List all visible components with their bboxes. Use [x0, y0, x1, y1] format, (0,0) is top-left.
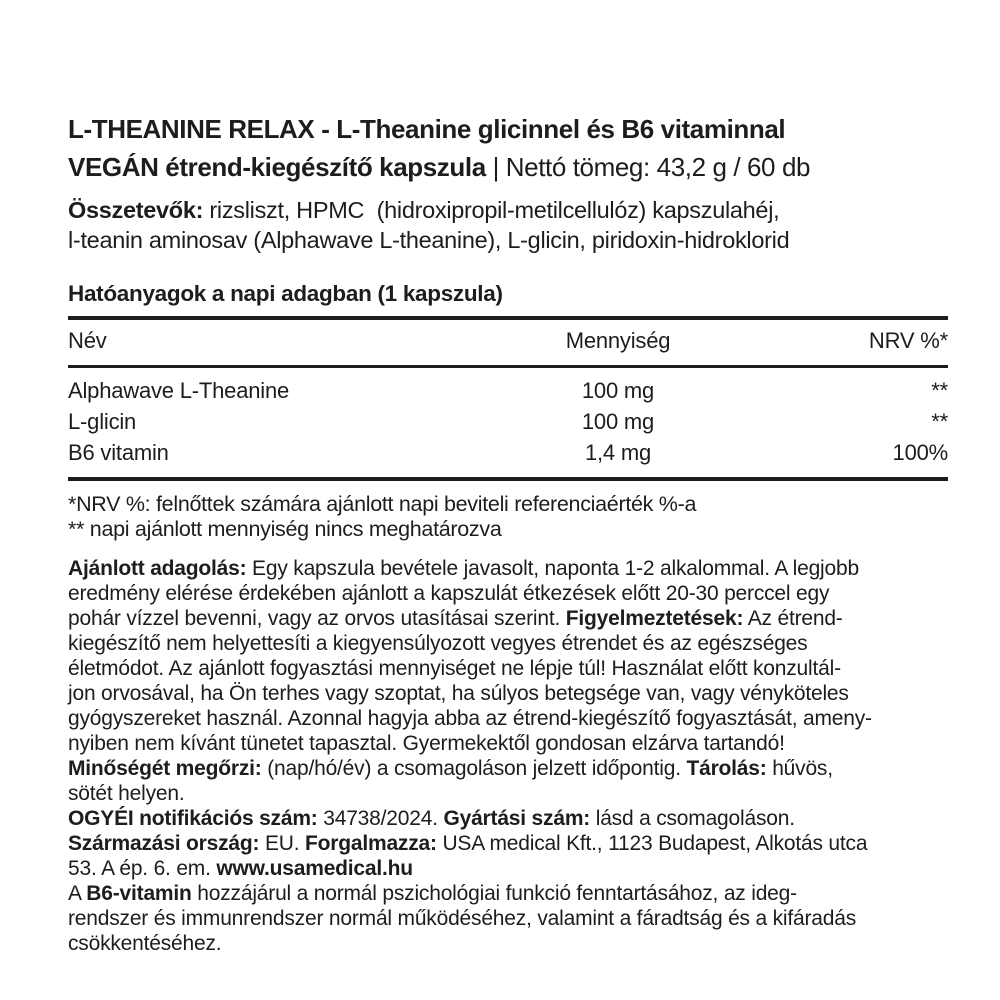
text-segment: (nap/hó/év) a csomagoláson jelzett időpontig. [261, 757, 687, 780]
text-segment: csökkentéséhez. [68, 932, 222, 955]
text-segment: A [68, 882, 87, 905]
cell-amount: 100 mg [581, 378, 655, 403]
cell-amount: 1,4 mg [584, 440, 652, 465]
cell-nrv: 100% [892, 440, 948, 465]
body-line-b6-claim-1 [68, 881, 948, 906]
product-header [68, 110, 948, 255]
bold-text-segment: Minőségét megőrzi: [68, 757, 262, 780]
text-segment: rizsliszt, HPMC (hidroxipropil-metilcellulóz) kapszulahéj, [203, 197, 780, 223]
bold-text-segment: Származási ország: [68, 832, 260, 855]
bold-text-segment: www.usamedical.hu [216, 857, 413, 880]
bold-text-segment: Gyártási szám: [443, 807, 591, 830]
body-line-warnings-3 [68, 656, 948, 681]
product-title [68, 110, 948, 148]
cell-name: B6 vitamin [68, 440, 169, 465]
ingredients-line-2 [68, 225, 948, 255]
text-segment: kiegészítő nem helyettesíti a kiegyensúlyozott vegyes étrendet és az egészséges [68, 632, 808, 655]
body-line-dosage-2 [68, 581, 948, 606]
body-line-warnings-2 [68, 631, 948, 656]
cell-name: Alphawave L-Theanine [68, 378, 290, 403]
text-segment: gyógyszereket használ. Azonnal hagyja abba az étrend-kiegészítő fogyasztását, ameny- [68, 707, 872, 730]
bold-text-segment: Figyelmeztetések: [565, 607, 744, 630]
body-line-dosage-1 [68, 556, 948, 581]
actives-table-caption: Hatóanyagok a napi adagban (1 kapszula) [68, 281, 503, 306]
table-row [68, 367, 948, 408]
text-segment: Egy kapszula bevétele javasolt, naponta 1-2 alkalommal. A legjobb [246, 557, 859, 580]
actives-table-body [68, 367, 948, 480]
text-segment: sötét helyen. [68, 782, 185, 805]
cell-nrv: ** [931, 409, 948, 434]
bold-text-segment: Tárolás: [686, 757, 767, 780]
column-header-name: Név [68, 318, 482, 367]
body-line-distributor-1 [68, 831, 948, 856]
text-segment: eredmény elérése érdekében ajánlott a kapszulát étkezések előtt 20-30 perccel egy [68, 582, 830, 605]
column-header-amount: Mennyiség [482, 318, 755, 367]
bold-text-segment: Ajánlott adagolás: [68, 557, 247, 580]
cell-name: L-glicin [68, 409, 137, 434]
bold-text-segment: Forgalmazza: [305, 832, 437, 855]
text-segment: rendszer és immunrendszer normál működéséhez, valamint a fáradtság és a kifáradás [68, 907, 857, 930]
column-header-nrv: NRV %* [754, 318, 948, 367]
text-segment: USA medical Kft., 1123 Budapest, Alkotás utca [436, 832, 868, 855]
text-segment: 34738/2024. [317, 807, 444, 830]
regulatory-text-block [68, 556, 948, 956]
text-segment: EU. [259, 832, 306, 855]
product-subtitle-net-weight [68, 148, 948, 186]
body-line-b6-claim-3 [68, 931, 948, 956]
text-segment: pohár vízzel bevenni, vagy az orvos utasításai szerint. [68, 607, 566, 630]
cell-amount: 100 mg [581, 409, 655, 434]
body-line-warnings-6 [68, 731, 948, 756]
text-segment: 53. A ép. 6. em. [68, 857, 217, 880]
text-segment: jon orvosával, ha Ön terhes vagy szoptat, ha súlyos betegsége van, vagy vényköteles [68, 682, 849, 705]
actives-table-head [68, 318, 948, 367]
body-line-warnings-5 [68, 706, 948, 731]
table-row [68, 407, 948, 438]
footnote-nrv-definition: *NRV %: felnőttek számára ajánlott napi beviteli referenciaérték %-a [68, 492, 697, 516]
body-line-warnings-1 [68, 606, 948, 631]
bold-text-segment: OGYÉI notifikációs szám: [68, 807, 318, 830]
text-segment: l-teanin aminosav (Alphawave L-theanine), L-glicin, piridoxin-hidroklorid [68, 227, 790, 253]
body-line-warnings-4 [68, 681, 948, 706]
actives-table [68, 316, 948, 481]
text-segment: nyiben nem kívánt tünetet tapasztal. Gyermekektől gondosan elzárva tartandó! [68, 732, 785, 755]
actives-section [68, 281, 948, 481]
header-row [68, 318, 948, 367]
bold-text-segment: VEGÁN étrend-kiegészítő kapszula [68, 152, 486, 182]
text-segment: hűvös, [766, 757, 833, 780]
cell-nrv: ** [931, 378, 948, 403]
text-segment: Az étrend- [743, 607, 843, 630]
text-segment: életmódot. Az ajánlott fogyasztási mennyiséget ne lépje túl! Használat előtt konzultál- [68, 657, 841, 680]
bold-text-segment: Összetevők: [68, 197, 204, 223]
body-line-storage-2 [68, 781, 948, 806]
bold-text-segment: B6-vitamin [86, 882, 192, 905]
text-segment: | Nettó tömeg: 43,2 g / 60 db [485, 152, 811, 182]
text-segment: lásd a csomagoláson. [590, 807, 795, 830]
footnote-no-reference: ** napi ajánlott mennyiség nincs meghatározva [68, 517, 502, 541]
body-line-distributor-url [68, 856, 948, 881]
table-footnotes [68, 492, 948, 542]
body-line-notification [68, 806, 948, 831]
text-segment: hozzájárul a normál pszichológiai funkció fenntartásához, az ideg- [191, 882, 797, 905]
bold-text-segment: L-THEANINE RELAX - L-Theanine glicinnel és B6 vitaminnal [68, 114, 786, 144]
ingredients-line-1 [68, 195, 948, 225]
table-row [68, 438, 948, 479]
body-line-b6-claim-2 [68, 906, 948, 931]
body-line-storage-1 [68, 756, 948, 781]
